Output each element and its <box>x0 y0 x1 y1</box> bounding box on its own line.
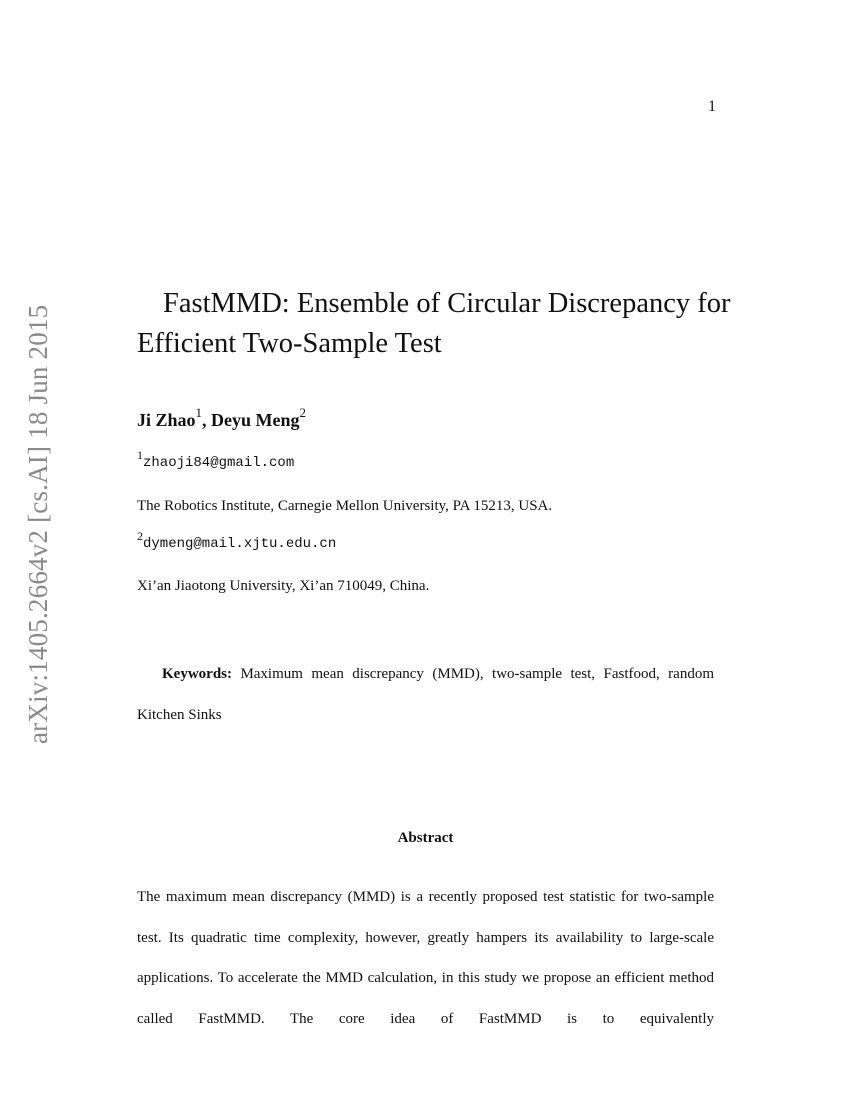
author-email: zhaoji84@gmail.com <box>143 455 295 471</box>
title-line-2: Efficient Two-Sample Test <box>137 328 442 359</box>
author-name: Ji Zhao <box>137 410 196 430</box>
keywords-text: Maximum mean discrepancy (MMD), two-sample test, Fastfood, random Kitchen Sinks <box>137 666 714 723</box>
author-mark: 2 <box>299 405 307 420</box>
affiliation-email-1 <box>137 448 295 471</box>
affiliation-mark: 1 <box>137 448 143 462</box>
keywords-label: Keywords: <box>162 666 232 682</box>
author-mark: 1 <box>195 405 203 420</box>
keywords <box>137 654 714 736</box>
affiliation-mark: 2 <box>137 529 143 543</box>
affiliation-institution-1: The Robotics Institute, Carnegie Mellon University, PA 15213, USA. <box>137 498 553 514</box>
paper-title <box>137 284 737 364</box>
arxiv-stamp: arXiv:1405.2664v2 [cs.AI] 18 Jun 2015 <box>23 304 53 744</box>
title-line-1: FastMMD: Ensemble of Circular Discrepancy for <box>163 288 731 319</box>
author-name: Deyu Meng <box>211 410 300 430</box>
author-list <box>137 405 307 431</box>
abstract-heading: Abstract <box>397 830 454 846</box>
author-separator: , <box>202 410 212 430</box>
abstract-body: The maximum mean discrepancy (MMD) is a recently proposed test statistic for two-sample test. Its quadratic time complexity, however, greatly hampers its availability to large-scale applications. To accelerate the MMD calculation, in this study we propose an efficient method called FastMMD. The core idea of FastMMD is to equivalently <box>137 889 714 1027</box>
author-email: dymeng@mail.xjtu.edu.cn <box>143 536 337 552</box>
affiliation-institution-2: Xi’an Jiaotong University, Xi’an 710049, China. <box>137 578 430 594</box>
page-number: 1 <box>708 98 716 115</box>
affiliation-email-2 <box>137 529 337 552</box>
